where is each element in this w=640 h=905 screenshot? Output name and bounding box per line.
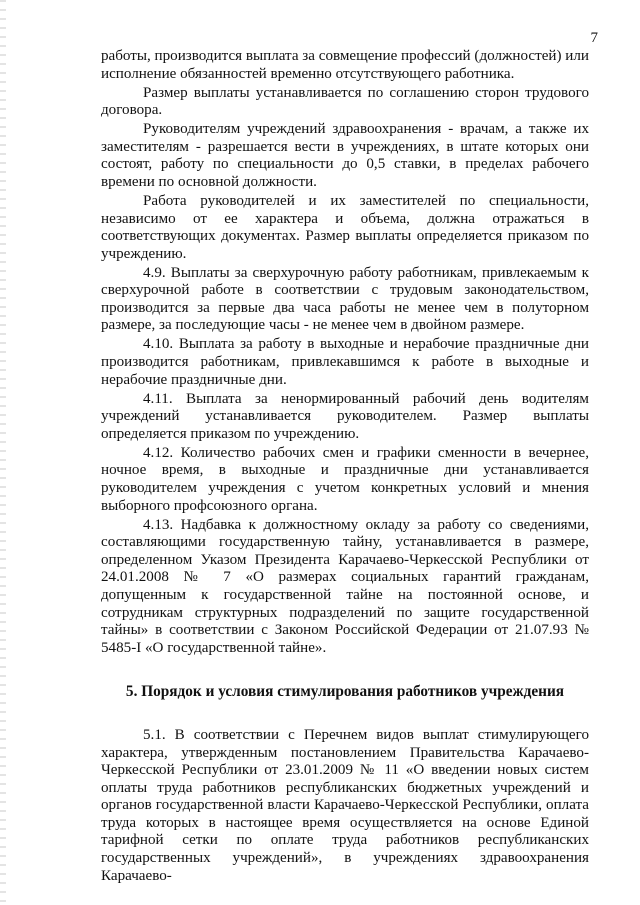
paragraph-4-12-shifts: 4.12. Количество рабочих смен и графики сменности в вечернее, ночное время, в выходные и праздничные дни устанавливается руководителем учреждения с учетом конкретных условий и мнения выборного профсоюзного органа.	[101, 444, 589, 514]
document-body	[101, 48, 589, 887]
paragraph-5-1-incentives: 5.1. В соответствии с Перечнем видов выплат стимулирующего характера, утвержденным постановлением Правительства Карачаево-Черкесской Республики от 23.01.2009 № 11 «О введении новых систем оплаты труда работников республиканских бюджетных учреждений и органов государственной власти Карачаево-Черкесской Республики, оплата труда которых в настоящее время осуществляется на основе Единой тарифной сетки по оплате труда работников республиканских государственных учреждений», в учреждениях здравоохранения Карачаево-	[101, 726, 589, 884]
paragraph-continuation: работы, производится выплата за совмещение профессий (должностей) или исполнение обязанностей временно отсутствующего работника.	[101, 48, 589, 82]
page-number: 7	[590, 30, 598, 46]
paragraph-4-13-state-secret: 4.13. Надбавка к должностному окладу за работу со сведениями, составляющими государственную тайну, устанавливается в размере, определенном Указом Президента Карачаево-Черкесской Республики от 24.01.2008 № 7 «О размерах социальных гарантий гражданам, допущенным к государственной тайне на постоянной основе, и сотрудникам структурных подразделений по защите государственной тайны» в соответствии с Законом Российской Федерации от 21.07.93 № 5485-I «О государственной тайне».	[101, 516, 589, 656]
paragraph-4-9-overtime: 4.9. Выплаты за сверхурочную работу работникам, привлекаемым к сверхурочной работе в соответствии с трудовым законодательством, производится за первые два часа работы не менее чем в полуторном размере, за последующие часы - не менее чем в двойном размере.	[101, 264, 589, 334]
paragraph-heads-documents: Работа руководителей и их заместителей по специальности, независимо от ее характера и объема, должна отражаться в соответствующих документах. Размер выплаты определяется приказом по учреждению.	[101, 192, 589, 262]
section-heading: 5. Порядок и условия стимулирования работников учреждения	[125, 683, 565, 701]
scan-edge-marks	[0, 0, 6, 905]
paragraph-4-11-irregular-day: 4.11. Выплата за ненормированный рабочий день водителям учреждений устанавливается руководителем. Размер выплаты определяется приказом по учреждению.	[101, 390, 589, 442]
paragraph-heads-part-time: Руководителям учреждений здравоохранения - врачам, а также их заместителям - разрешается вести в учреждениях, в штате которых они состоят, работу по специальности до 0,5 ставки, в пределах рабочего времени по основной должности.	[101, 121, 589, 190]
paragraph-payment-agreement: Размер выплаты устанавливается по соглашению сторон трудового договора.	[101, 84, 589, 119]
paragraph-4-10-weekend: 4.10. Выплата за работу в выходные и нерабочие праздничные дни производится работникам, привлекавшимся к работе в выходные и нерабочие праздничные дни.	[101, 336, 589, 388]
